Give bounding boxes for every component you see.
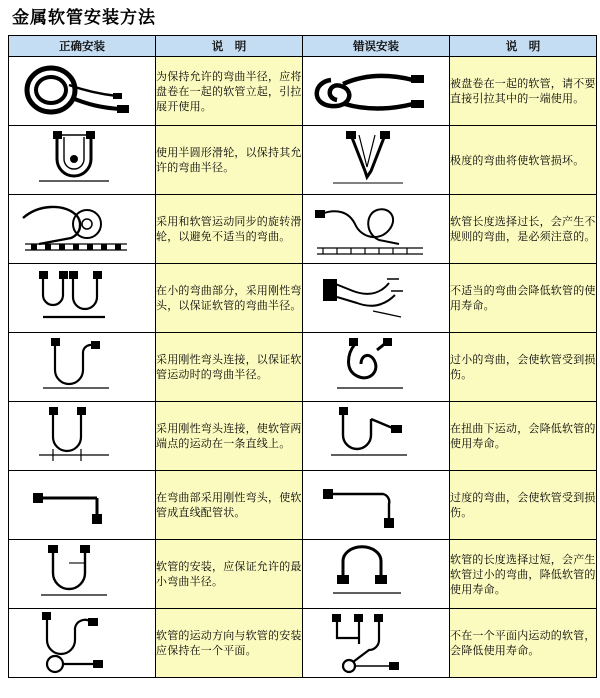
hose-sharp-v-bend-icon [303,129,449,191]
figure-cell-wrong [303,540,450,609]
page-title: 金属软管安装方法 [12,8,156,28]
description-correct: 软管的安装，应保证允许的最小弯曲半径。 [156,540,303,609]
hose-irregular-loop-on-rail-icon [303,198,449,260]
figure-cell-correct [9,195,156,264]
description-wrong: 过度的弯曲，会使软管受到损伤。 [450,471,597,540]
table-row [9,195,597,264]
description-wrong: 极度的弯曲将使软管损坏。 [450,126,597,195]
figure-cell-wrong [303,264,450,333]
header-wrong-description: 说 明 [450,36,597,57]
hose-installed-minimum-bend-radius-icon [9,543,155,605]
figure-cell-correct [9,57,156,126]
description-correct: 为保持允许的弯曲半径，应将盘卷在一起的软管立起，引拉展开使用。 [156,57,303,126]
figure-cell-correct [9,402,156,471]
hose-with-rotating-pulley-chain-icon [9,198,155,260]
rigid-elbow-small-bend-icon [9,267,155,329]
coiled-hose-pulled-from-middle-icon [303,60,449,122]
figure-cell-wrong [303,126,450,195]
table-row [9,540,597,609]
table-row [9,333,597,402]
description-correct: 在小的弯曲部分，采用刚性弯头，以保证软管的弯曲半径。 [156,264,303,333]
figure-cell-wrong [303,57,450,126]
too-small-bend-radius-loop-icon [303,336,449,398]
table-header [9,36,597,57]
description-correct: 采用刚性弯头连接，使软管两端点的运动在一条直线上。 [156,402,303,471]
figure-cell-wrong [303,471,450,540]
table-row [9,126,597,195]
table-row [9,57,597,126]
description-wrong: 软管的长度选择过短，会产生软管过小的弯曲，降低软管的使用寿命。 [450,540,597,609]
header-correct-description: 说 明 [156,36,303,57]
description-wrong: 不适当的弯曲会降低软管的使用寿命。 [450,264,597,333]
description-correct: 采用和软管运动同步的旋转滑轮，以避免不适当的弯曲。 [156,195,303,264]
description-wrong: 软管长度选择过长，会产生不规则的弯曲，是必须注意的。 [450,195,597,264]
installation-methods-table [8,35,597,678]
rigid-elbow-straight-piping-icon [9,474,155,536]
description-wrong: 不在一个平面内运动的软管，会降低使用寿命。 [450,609,597,678]
rigid-elbow-u-loop-icon [9,336,155,398]
header-correct-install: 正确安装 [9,36,156,57]
hose-too-short-tight-bend-icon [303,543,449,605]
description-correct: 采用刚性弯头连接，以保证软管运动时的弯曲半径。 [156,333,303,402]
header-wrong-install: 错误安装 [303,36,450,57]
hose-twisted-while-moving-icon [303,405,449,467]
rigid-elbows-straight-line-motion-icon [9,405,155,467]
figure-cell-wrong [303,333,450,402]
description-wrong: 被盘卷在一起的软管，请不要直接引拉其中的一端使用。 [450,57,597,126]
figure-cell-correct [9,264,156,333]
description-wrong: 过小的弯曲，会使软管受到损伤。 [450,333,597,402]
description-correct: 在弯曲部采用刚性弯头，使软管成直线配管状。 [156,471,303,540]
hose-motion-out-of-plane-icon [303,610,449,676]
figure-cell-correct [9,609,156,678]
table-header-row [9,36,597,57]
hose-motion-same-plane-icon [9,610,155,676]
coiled-hose-standing-upright-icon [9,60,155,122]
table-row [9,609,597,678]
hose-over-half-round-pulley-icon [9,129,155,191]
description-correct: 软管的运动方向与软管的安装应保持在一个平面。 [156,609,303,678]
excessive-bend-at-corner-icon [303,474,449,536]
description-correct: 使用半圆形滑轮，以保持其允许的弯曲半径。 [156,126,303,195]
figure-cell-correct [9,471,156,540]
figure-cell-correct [9,333,156,402]
figure-cell-wrong [303,609,450,678]
table-body [9,57,597,678]
table-row [9,471,597,540]
figure-cell-correct [9,540,156,609]
figure-cell-correct [9,126,156,195]
description-wrong: 在扭曲下运动，会降低软管的使用寿命。 [450,402,597,471]
improper-bend-at-fitting-icon [303,267,449,329]
table-row [9,264,597,333]
figure-cell-wrong [303,195,450,264]
table-row [9,402,597,471]
figure-cell-wrong [303,402,450,471]
